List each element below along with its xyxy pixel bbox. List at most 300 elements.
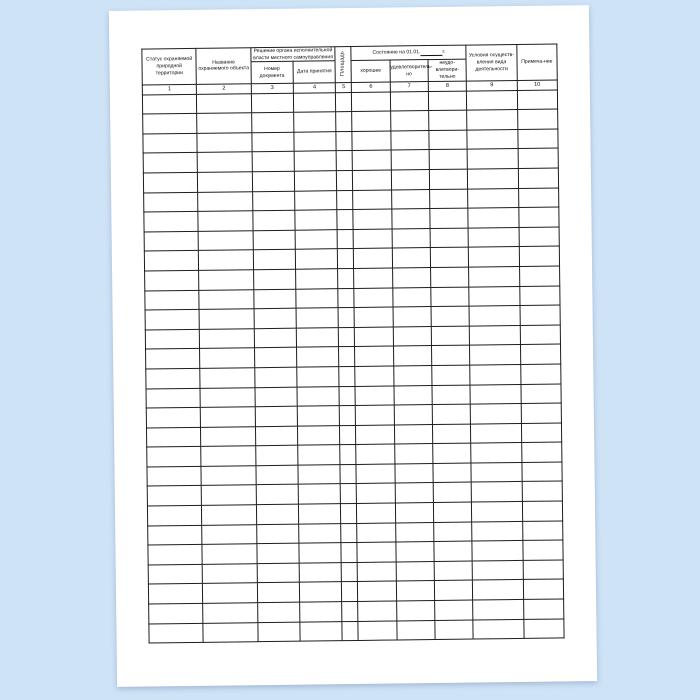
table-cell[interactable] <box>353 209 392 229</box>
table-cell[interactable] <box>338 308 354 328</box>
table-cell[interactable] <box>255 445 298 465</box>
table-cell[interactable] <box>198 172 253 192</box>
table-cell[interactable] <box>295 190 338 210</box>
table-cell[interactable] <box>472 541 523 561</box>
table-cell[interactable] <box>431 287 470 307</box>
table-cell[interactable] <box>299 523 342 543</box>
table-cell[interactable] <box>353 190 392 210</box>
table-cell[interactable] <box>251 112 294 132</box>
table-cell[interactable] <box>254 308 297 328</box>
header-decision-group: Решение органа исполнительной власти местного самоуправления <box>251 47 336 62</box>
table-cell[interactable] <box>145 270 200 290</box>
table-cell[interactable] <box>145 290 200 310</box>
table-cell[interactable] <box>255 426 298 446</box>
table-cell[interactable] <box>294 112 337 132</box>
table-cell[interactable] <box>148 564 203 584</box>
table-cell[interactable] <box>520 305 561 325</box>
table-cell[interactable] <box>392 228 431 248</box>
table-cell[interactable] <box>298 465 341 485</box>
table-cell[interactable] <box>255 387 298 407</box>
table-cell[interactable] <box>341 543 357 563</box>
table-cell[interactable] <box>145 309 200 329</box>
table-cell[interactable] <box>255 367 298 387</box>
table-cell[interactable] <box>296 269 339 289</box>
table-cell[interactable] <box>294 131 337 151</box>
table-cell[interactable] <box>336 151 352 171</box>
table-cell[interactable] <box>296 308 339 328</box>
table-cell[interactable] <box>470 384 521 404</box>
table-cell[interactable] <box>393 326 432 346</box>
table-cell[interactable] <box>252 191 295 211</box>
table-cell[interactable] <box>253 269 296 289</box>
table-cell[interactable] <box>471 404 522 424</box>
table-cell[interactable] <box>522 501 563 521</box>
table-cell[interactable] <box>467 110 518 130</box>
table-cell[interactable] <box>434 580 473 600</box>
table-cell[interactable] <box>355 346 394 366</box>
table-cell[interactable] <box>471 482 522 502</box>
table-cell[interactable] <box>393 365 432 385</box>
table-cell[interactable] <box>357 523 396 543</box>
table-cell[interactable] <box>256 485 299 505</box>
table-cell[interactable] <box>397 620 436 640</box>
table-cell[interactable] <box>143 153 198 173</box>
table-cell[interactable] <box>352 111 391 131</box>
table-cell[interactable] <box>468 227 519 247</box>
table-row <box>149 619 564 644</box>
table-cell[interactable] <box>296 327 339 347</box>
table-cell[interactable] <box>354 268 393 288</box>
table-cell[interactable] <box>255 406 298 426</box>
table-header <box>142 44 558 95</box>
table-cell[interactable] <box>469 247 520 267</box>
table-cell[interactable] <box>300 602 343 622</box>
table-cell[interactable] <box>257 543 300 563</box>
colnum-3: 3 <box>251 83 293 94</box>
table-cell[interactable] <box>202 544 257 564</box>
table-cell[interactable] <box>253 250 296 270</box>
table-cell[interactable] <box>470 325 521 345</box>
table-cell[interactable] <box>395 503 434 523</box>
table-cell[interactable] <box>298 445 341 465</box>
table-cell[interactable] <box>295 249 338 269</box>
table-cell[interactable] <box>339 386 355 406</box>
table-cell[interactable] <box>430 189 469 209</box>
table-cell[interactable] <box>391 130 430 150</box>
table-cell[interactable] <box>354 307 393 327</box>
table-cell[interactable] <box>198 230 253 250</box>
table-cell[interactable] <box>523 540 564 560</box>
table-cell[interactable] <box>391 189 430 209</box>
table-cell[interactable] <box>341 484 357 504</box>
table-cell[interactable] <box>297 406 340 426</box>
table-cell[interactable] <box>202 524 257 544</box>
table-cell[interactable] <box>394 385 433 405</box>
table-cell[interactable] <box>430 247 469 267</box>
table-cell[interactable] <box>394 444 433 464</box>
table-cell[interactable] <box>393 346 432 366</box>
table-cell[interactable] <box>299 582 342 602</box>
table-cell[interactable] <box>341 504 357 524</box>
table-cell[interactable] <box>200 387 255 407</box>
table-cell[interactable] <box>469 306 520 326</box>
table-cell[interactable] <box>203 564 258 584</box>
table-cell[interactable] <box>296 288 339 308</box>
table-cell[interactable] <box>252 132 295 152</box>
table-cell[interactable] <box>297 386 340 406</box>
table-cell[interactable] <box>148 545 203 565</box>
header-area <box>335 46 352 82</box>
table-cell[interactable] <box>393 307 432 327</box>
table-cell[interactable] <box>201 426 256 446</box>
table-cell[interactable] <box>521 442 562 462</box>
table-cell[interactable] <box>522 462 563 482</box>
table-cell[interactable] <box>294 151 337 171</box>
table-cell[interactable] <box>340 406 356 426</box>
table-cell[interactable] <box>354 229 393 249</box>
colnum-4: 4 <box>293 82 335 93</box>
table-cell[interactable] <box>390 111 429 131</box>
table-cell[interactable] <box>431 326 470 346</box>
header-activity-conditions: Условия осуществ-вления вида деятельности <box>466 44 517 80</box>
table-cell[interactable] <box>297 347 340 367</box>
table-cell[interactable] <box>298 425 341 445</box>
table-cell[interactable] <box>523 560 564 580</box>
table-cell[interactable] <box>145 329 200 349</box>
table-cell[interactable] <box>199 270 254 290</box>
table-cell[interactable] <box>251 93 294 113</box>
table-cell[interactable] <box>353 170 392 190</box>
table-cell[interactable] <box>469 266 520 286</box>
table-cell[interactable] <box>469 286 520 306</box>
table-cell[interactable] <box>353 150 392 170</box>
table-cell[interactable] <box>295 229 338 249</box>
table-cell[interactable] <box>197 113 252 133</box>
table-cell[interactable] <box>433 502 472 522</box>
table-cell[interactable] <box>467 149 518 169</box>
table-cell[interactable] <box>519 266 560 286</box>
table-cell[interactable] <box>142 94 197 114</box>
table-cell[interactable] <box>336 131 352 151</box>
table-cell[interactable] <box>257 563 300 583</box>
table-cell[interactable] <box>355 386 394 406</box>
table-cell[interactable] <box>518 188 559 208</box>
header-adoption-date: Дата принятия <box>293 61 336 83</box>
table-cell[interactable] <box>431 306 470 326</box>
table-cell[interactable] <box>341 523 357 543</box>
colnum-8: 8 <box>428 81 466 91</box>
table-cell[interactable] <box>298 504 341 524</box>
table-cell[interactable] <box>517 90 558 110</box>
table-cell[interactable] <box>472 502 523 522</box>
table-cell[interactable] <box>299 543 342 563</box>
table-cell[interactable] <box>337 210 353 230</box>
table-cell[interactable] <box>337 170 353 190</box>
table-cell[interactable] <box>339 366 355 386</box>
table-cell[interactable] <box>523 579 564 599</box>
table-cell[interactable] <box>391 150 430 170</box>
table-cell[interactable] <box>342 601 358 621</box>
registry-table <box>141 43 564 643</box>
table-cell[interactable] <box>352 131 391 151</box>
table-cell[interactable] <box>520 325 561 345</box>
table-cell[interactable] <box>396 601 435 621</box>
table-cell[interactable] <box>356 405 395 425</box>
table-cell[interactable] <box>434 522 473 542</box>
table-cell[interactable] <box>519 227 560 247</box>
colnum-2: 2 <box>197 83 251 94</box>
table-cell[interactable] <box>521 383 562 403</box>
table-cell[interactable] <box>473 599 524 619</box>
table-cell[interactable] <box>358 581 397 601</box>
table-cell[interactable] <box>146 368 201 388</box>
table-cell[interactable] <box>519 246 560 266</box>
table-cell[interactable] <box>429 130 468 150</box>
table-cell[interactable] <box>254 328 297 348</box>
table-cell[interactable] <box>432 365 471 385</box>
table-cell[interactable] <box>294 171 337 191</box>
table-cell[interactable] <box>435 620 474 640</box>
table-cell[interactable] <box>295 210 338 230</box>
table-cell[interactable] <box>198 191 253 211</box>
table-cell[interactable] <box>146 349 201 369</box>
table-cell[interactable] <box>337 229 353 249</box>
table-cell[interactable] <box>147 486 202 506</box>
table-cell[interactable] <box>357 503 396 523</box>
table-cell[interactable] <box>391 170 430 190</box>
header-row-1 <box>142 44 557 64</box>
table-cell[interactable] <box>523 599 564 619</box>
table-cell[interactable] <box>256 504 299 524</box>
table-cell[interactable] <box>470 345 521 365</box>
table-cell[interactable] <box>199 250 254 270</box>
table-cell[interactable] <box>199 289 254 309</box>
header-document-number: Номер документа <box>251 62 294 84</box>
table-cell[interactable] <box>252 171 295 191</box>
table-cell[interactable] <box>394 424 433 444</box>
table-cell[interactable] <box>148 525 203 545</box>
table-cell[interactable] <box>518 129 559 149</box>
table-cell[interactable] <box>355 327 394 347</box>
table-cell[interactable] <box>522 481 563 501</box>
table-cell[interactable] <box>473 580 524 600</box>
table-cell[interactable] <box>523 619 564 639</box>
table-cell[interactable] <box>203 622 258 642</box>
table-cell[interactable] <box>358 562 397 582</box>
table-cell[interactable] <box>471 462 522 482</box>
table-cell[interactable] <box>200 348 255 368</box>
table-cell[interactable] <box>430 228 469 248</box>
table-cell[interactable] <box>468 168 519 188</box>
table-cell[interactable] <box>337 190 353 210</box>
table-cell[interactable] <box>396 581 435 601</box>
table-cell[interactable] <box>340 464 356 484</box>
table-cell[interactable] <box>342 582 358 602</box>
table-cell[interactable] <box>467 90 518 110</box>
table-cell[interactable] <box>252 152 295 172</box>
table-cell[interactable] <box>146 407 201 427</box>
table-cell[interactable] <box>340 445 356 465</box>
table-cell[interactable] <box>201 466 256 486</box>
header-object-name: Название охраняемого объекта <box>196 48 251 84</box>
table-cell[interactable] <box>144 251 199 271</box>
table-cell[interactable] <box>148 584 203 604</box>
table-cell[interactable] <box>434 541 473 561</box>
table-cell[interactable] <box>146 427 201 447</box>
table-cell[interactable] <box>519 286 560 306</box>
table-cell[interactable] <box>149 623 204 643</box>
table-cell[interactable] <box>473 619 524 639</box>
table-cell[interactable] <box>428 91 467 111</box>
table-cell[interactable] <box>197 133 252 153</box>
table-cell[interactable] <box>339 347 355 367</box>
table-body <box>142 90 564 644</box>
table-cell[interactable] <box>356 464 395 484</box>
table-cell[interactable] <box>342 621 358 641</box>
table-cell[interactable] <box>518 148 559 168</box>
table-cell[interactable] <box>338 268 354 288</box>
table-cell[interactable] <box>433 463 472 483</box>
table-cell[interactable] <box>146 388 201 408</box>
table-cell[interactable] <box>256 465 299 485</box>
table-cell[interactable] <box>432 385 471 405</box>
table-cell[interactable] <box>430 208 469 228</box>
table-cell[interactable] <box>471 443 522 463</box>
table-cell[interactable] <box>392 209 431 229</box>
table-cell[interactable] <box>257 583 300 603</box>
table-cell[interactable] <box>201 446 256 466</box>
table-cell[interactable] <box>200 368 255 388</box>
table-cell[interactable] <box>299 563 342 583</box>
table-cell[interactable] <box>202 505 257 525</box>
table-cell[interactable] <box>202 485 257 505</box>
table-cell[interactable] <box>199 309 254 329</box>
colnum-10: 10 <box>517 80 557 90</box>
table-cell[interactable] <box>200 328 255 348</box>
table-cell[interactable] <box>256 524 299 544</box>
table-cell[interactable] <box>472 560 523 580</box>
table-cell[interactable] <box>394 405 433 425</box>
table-cell[interactable] <box>147 447 202 467</box>
table-cell[interactable] <box>254 348 297 368</box>
table-cell[interactable] <box>518 207 559 227</box>
table-cell[interactable] <box>149 603 204 623</box>
table-cell[interactable] <box>144 231 199 251</box>
table-cell[interactable] <box>432 345 471 365</box>
table-cell[interactable] <box>297 367 340 387</box>
table-cell[interactable] <box>253 230 296 250</box>
table-cell[interactable] <box>203 583 258 603</box>
table-cell[interactable] <box>429 110 468 130</box>
table-cell[interactable] <box>298 484 341 504</box>
table-cell[interactable] <box>518 168 559 188</box>
table-cell[interactable] <box>434 561 473 581</box>
table-cell[interactable] <box>396 561 435 581</box>
colnum-5: 5 <box>336 82 352 92</box>
table-cell[interactable] <box>433 443 472 463</box>
table-cell[interactable] <box>338 288 354 308</box>
table-cell[interactable] <box>336 112 352 132</box>
table-cell[interactable] <box>198 211 253 231</box>
table-cell[interactable] <box>520 364 561 384</box>
table-cell[interactable] <box>143 133 198 153</box>
table-cell[interactable] <box>435 600 474 620</box>
table-cell[interactable] <box>432 424 471 444</box>
table-cell[interactable] <box>293 92 336 112</box>
table-cell[interactable] <box>471 423 522 443</box>
table-cell[interactable] <box>468 188 519 208</box>
table-cell[interactable] <box>339 327 355 347</box>
table-cell[interactable] <box>521 403 562 423</box>
table-cell[interactable] <box>521 423 562 443</box>
table-cell[interactable] <box>470 364 521 384</box>
table-cell[interactable] <box>143 114 198 134</box>
table-cell[interactable] <box>429 169 468 189</box>
table-cell[interactable] <box>356 425 395 445</box>
header-state-group <box>351 45 466 61</box>
table-cell[interactable] <box>433 483 472 503</box>
table-cell[interactable] <box>147 505 202 525</box>
table-cell[interactable] <box>392 267 431 287</box>
table-cell[interactable] <box>201 407 256 427</box>
document-sheet <box>109 5 597 687</box>
table-cell[interactable] <box>429 149 468 169</box>
table-cell[interactable] <box>258 622 301 642</box>
colnum-6: 6 <box>352 82 390 92</box>
table-cell[interactable] <box>468 208 519 228</box>
table-cell[interactable] <box>395 483 434 503</box>
table-cell[interactable] <box>340 425 356 445</box>
table-cell[interactable] <box>338 249 354 269</box>
table-cell[interactable] <box>253 210 296 230</box>
table-cell[interactable] <box>254 289 297 309</box>
table-cell[interactable] <box>520 344 561 364</box>
table-cell[interactable] <box>354 288 393 308</box>
table-cell[interactable] <box>143 172 198 192</box>
table-cell[interactable] <box>393 287 432 307</box>
table-cell[interactable] <box>257 602 300 622</box>
table-cell[interactable] <box>357 483 396 503</box>
table-cell[interactable] <box>467 129 518 149</box>
table-cell[interactable] <box>358 601 397 621</box>
table-cell[interactable] <box>352 92 391 112</box>
table-cell[interactable] <box>395 522 434 542</box>
table-cell[interactable] <box>342 562 358 582</box>
table-cell[interactable] <box>358 621 397 641</box>
table-cell[interactable] <box>392 248 431 268</box>
table-cell[interactable] <box>390 91 429 111</box>
table-cell[interactable] <box>197 93 252 113</box>
table-cell[interactable] <box>356 444 395 464</box>
table-cell[interactable] <box>472 521 523 541</box>
table-cell[interactable] <box>147 466 202 486</box>
table-cell[interactable] <box>432 404 471 424</box>
table-cell[interactable] <box>354 248 393 268</box>
table-cell[interactable] <box>336 92 352 112</box>
table-cell[interactable] <box>357 542 396 562</box>
table-cell[interactable] <box>396 542 435 562</box>
table-cell[interactable] <box>395 463 434 483</box>
table-cell[interactable] <box>144 212 199 232</box>
table-cell[interactable] <box>203 603 258 623</box>
table-cell[interactable] <box>355 366 394 386</box>
table-cell[interactable] <box>431 267 470 287</box>
table-cell[interactable] <box>198 152 253 172</box>
table-cell[interactable] <box>144 192 199 212</box>
table-cell[interactable] <box>300 621 343 641</box>
table-cell[interactable] <box>522 521 563 541</box>
table-cell[interactable] <box>517 109 558 129</box>
